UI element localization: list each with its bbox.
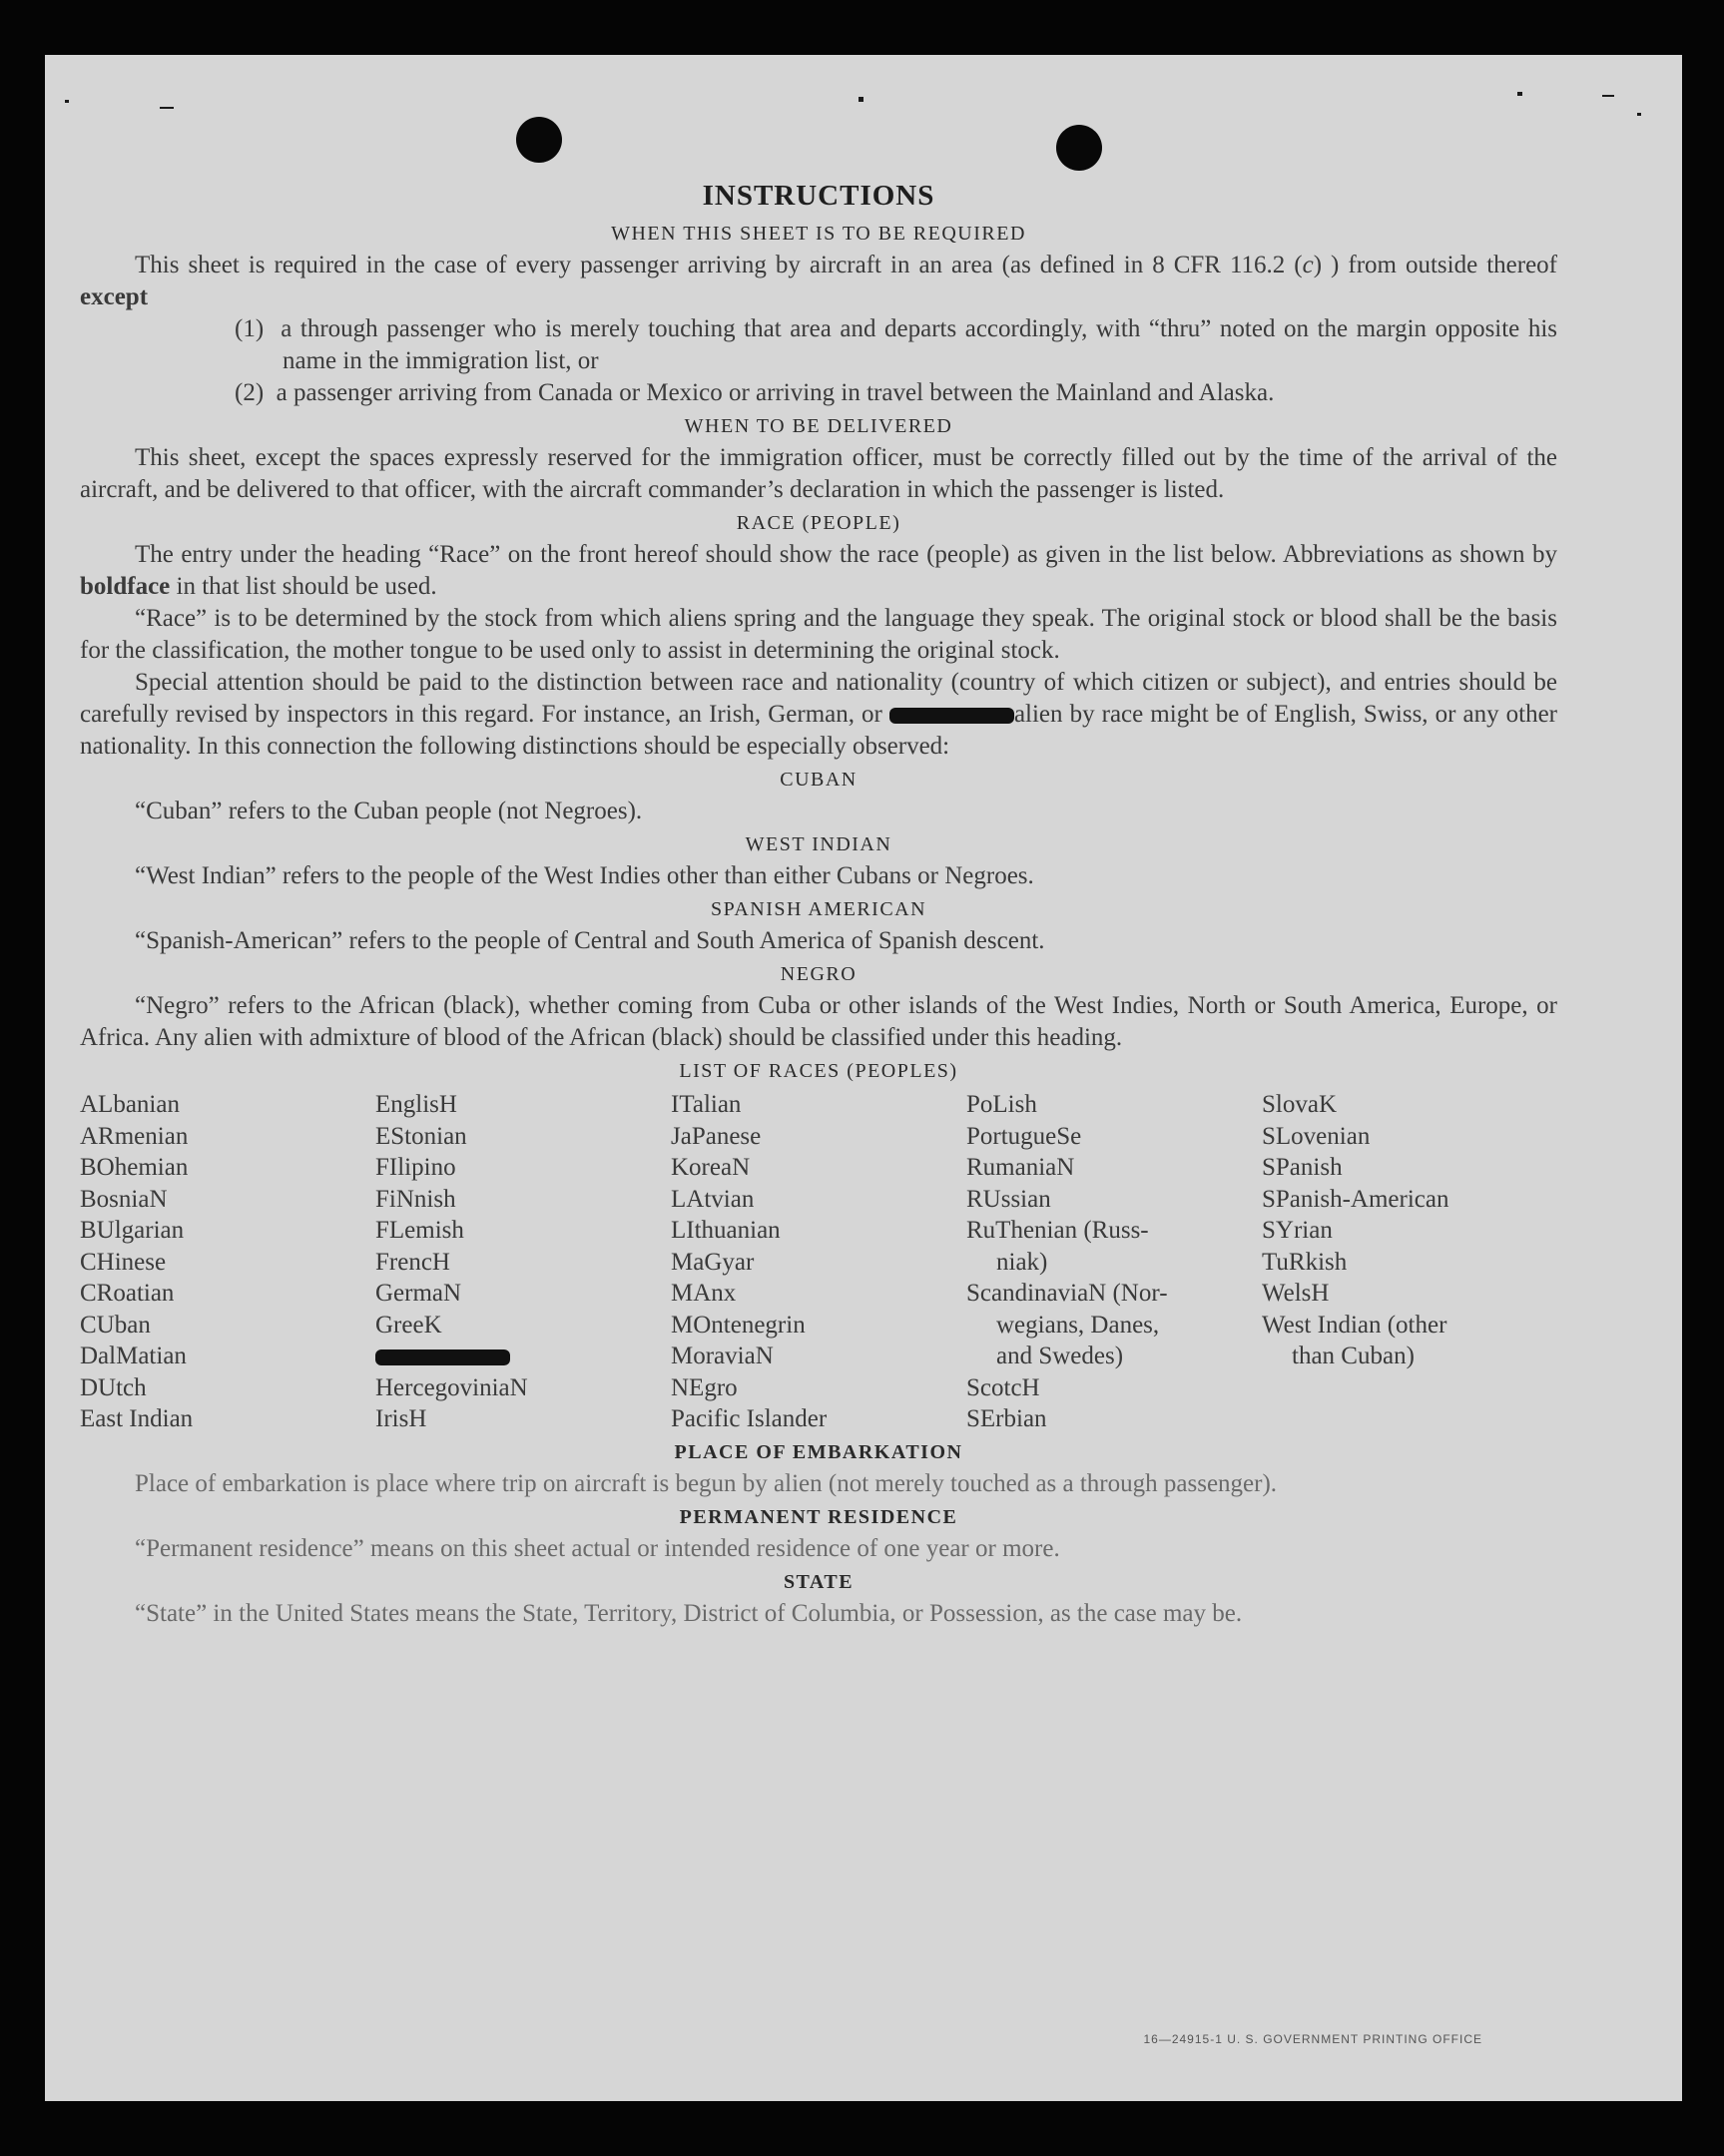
race-entry: FrencH: [375, 1248, 450, 1276]
paragraph-delivered: This sheet, except the spaces expressly reserved for the immigration officer, must be correctly filled out by the time of the arrival of the aircraft, and be delivered to that officer, with the aircraft commander’s declaration in which the passenger is listed.: [80, 444, 1557, 503]
heading-cuban: CUBAN: [780, 769, 858, 791]
dust-speck: [1602, 95, 1614, 97]
paragraph-race-2: “Race” is to be determined by the stock from which aliens spring and the language they speak. The original stock or blood shall be the basis for the classification, the mother tongue to be used only to assist in determining the original stock.: [80, 605, 1557, 664]
paragraph-italic: c: [1302, 252, 1314, 278]
races-column-2: [375, 1089, 671, 1435]
race-entry: LIthuanian: [671, 1217, 781, 1244]
race-entry: PortugueSe: [966, 1122, 1082, 1150]
race-entry: SlovaK: [1262, 1091, 1337, 1118]
race-entry: NEgro: [671, 1373, 738, 1401]
item-number: (2): [235, 379, 265, 406]
race-entry: MoraviaN: [671, 1343, 774, 1369]
race-entry-continuation: niak): [996, 1248, 1048, 1276]
heading-negro: NEGRO: [780, 963, 858, 985]
race-entry: FLemish: [375, 1217, 464, 1244]
races-column-1: [80, 1089, 375, 1435]
paragraph-bold: boldface: [80, 573, 171, 600]
heading-permanent-residence: PERMANENT RESIDENCE: [679, 1505, 958, 1528]
races-column-4: [966, 1089, 1262, 1435]
heading-when-required: WHEN THIS SHEET IS TO BE REQUIRED: [611, 223, 1026, 245]
race-entry: GermaN: [375, 1280, 462, 1307]
race-entry: SErbian: [966, 1405, 1047, 1432]
race-entry: ITalian: [671, 1091, 742, 1118]
race-entry: DUtch: [80, 1373, 147, 1401]
race-entry: MAnx: [671, 1280, 737, 1307]
heading-list-of-races: LIST OF RACES (PEOPLES): [679, 1060, 958, 1082]
heading-spanish-american: SPANISH AMERICAN: [710, 898, 927, 920]
race-entry: WelsH: [1262, 1280, 1330, 1307]
dust-speck: [1517, 92, 1522, 96]
page-title: INSTRUCTIONS: [702, 180, 935, 212]
paragraph-cuban: “Cuban” refers to the Cuban people (not Negroes).: [135, 798, 643, 824]
race-entry: ScandinaviaN (Nor-: [966, 1280, 1168, 1307]
race-entry: CHinese: [80, 1248, 167, 1276]
paragraph-spanish-american: “Spanish-American” refers to the people of Central and South America of Spanish descent.: [135, 927, 1045, 954]
race-entry: West Indian (other: [1262, 1311, 1447, 1339]
punch-hole-left: [516, 117, 562, 163]
race-entry: FiNnish: [375, 1185, 456, 1213]
paragraph-embarkation: Place of embarkation is place where trip on aircraft is begun by alien (not merely touched as a through passenger).: [135, 1469, 1278, 1497]
redaction-mark: [889, 708, 1014, 724]
race-entry: BUlgarian: [80, 1217, 185, 1244]
dust-speck: [1637, 113, 1641, 116]
item-number: (1): [235, 315, 265, 342]
race-entry: BOhemian: [80, 1154, 189, 1181]
paragraph-bold: except: [80, 283, 149, 310]
item-text: a through passenger who is merely touching that area and departs accordingly, with “thru” noted on the margin opposite his name in the immigration list, or: [281, 315, 1558, 374]
dust-speck: [160, 107, 174, 109]
document-sheet: [45, 55, 1682, 2101]
race-entry: MOntenegrin: [671, 1311, 806, 1339]
item-text: a passenger arriving from Canada or Mexico or arriving in travel between the Mainland and Alaska.: [276, 379, 1275, 406]
races-column-5: [1262, 1089, 1557, 1435]
paragraph-text: alien by race might be of English, Swiss, or any other nationality. In this connection the following distinctions should be especially observed:: [80, 701, 1557, 760]
paragraph-text: The entry under the heading “Race” on the front hereof should show the race (people) as given in the list below. Abbreviations as shown by: [135, 541, 1557, 568]
race-entry: KoreaN: [671, 1154, 751, 1181]
paragraph-negro: “Negro” refers to the African (black), whether coming from Cuba or other islands of the West Indies, North or South America, Europe, or Africa. Any alien with admixture of blood of the African (black) should be classified under this heading.: [80, 992, 1557, 1051]
punch-hole-right: [1056, 125, 1102, 171]
race-entry: RUssian: [966, 1185, 1051, 1213]
heading-west-indian: WEST INDIAN: [745, 833, 892, 855]
race-entry: GreeK: [375, 1311, 442, 1339]
race-entry: CRoatian: [80, 1280, 175, 1307]
paragraph-race-1: [80, 539, 1557, 603]
dust-speck: [859, 97, 863, 102]
heading-when-delivered: WHEN TO BE DELIVERED: [684, 415, 953, 437]
paragraph-state: “State” in the United States means the State, Territory, District of Columbia, or Possession, as the case may be.: [135, 1599, 1243, 1627]
race-entry: RumaniaN: [966, 1154, 1075, 1181]
race-entry: HercegoviniaN: [375, 1373, 528, 1401]
race-entry: East Indian: [80, 1405, 194, 1432]
race-entry: TuRkish: [1262, 1248, 1348, 1276]
paragraph-text: in that list should be used.: [170, 573, 437, 600]
instructions-content: [80, 180, 1557, 1630]
race-entry: EnglisH: [375, 1091, 457, 1118]
heading-state: STATE: [783, 1570, 855, 1593]
exception-item-1: [80, 313, 1557, 377]
race-entry: FIlipino: [375, 1154, 456, 1181]
printing-office-code: 16—24915-1 U. S. GOVERNMENT PRINTING OFFICE: [1143, 2032, 1482, 2046]
race-entry: CUban: [80, 1311, 151, 1339]
race-entry-continuation: than Cuban): [1292, 1343, 1415, 1369]
dust-speck: [65, 100, 69, 103]
race-entry: RuThenian (Russ-: [966, 1217, 1149, 1244]
race-entry: JaPanese: [671, 1122, 762, 1150]
race-entry: LAtvian: [671, 1185, 755, 1213]
paragraph-race-3: [80, 667, 1557, 763]
exception-item-2: [80, 377, 1557, 409]
paragraph-text: Special attention should be paid to the distinction between race and nationality (country of which citizen or subject), and entries should be carefully revised by inspectors in this regard. For instance, an Irish, German, or: [80, 669, 1557, 728]
race-entry: ARmenian: [80, 1122, 189, 1150]
paragraph-text: ) ) from outside thereof: [1313, 252, 1557, 278]
race-entry: EStonian: [375, 1122, 467, 1150]
race-entry: ScotcH: [966, 1373, 1040, 1401]
race-entry: SLovenian: [1262, 1122, 1371, 1150]
race-entry-redacted: [375, 1341, 671, 1372]
heading-place-of-embarkation: PLACE OF EMBARKATION: [674, 1440, 963, 1463]
race-entry: SPanish: [1262, 1154, 1343, 1181]
race-entry: Pacific Islander: [671, 1405, 828, 1432]
race-entry: PoLish: [966, 1091, 1037, 1118]
race-entry: SYrian: [1262, 1217, 1333, 1244]
race-entry: BosniaN: [80, 1185, 168, 1213]
race-entry: IrisH: [375, 1405, 427, 1432]
race-entry-continuation: wegians, Danes,: [996, 1311, 1160, 1339]
race-entry: DalMatian: [80, 1343, 187, 1369]
paragraph-residence: “Permanent residence” means on this sheet actual or intended residence of one year or more.: [135, 1534, 1060, 1562]
races-list: [80, 1089, 1557, 1435]
paragraph-text: This sheet is required in the case of every passenger arriving by aircraft in an area (as defined in 8 CFR 116.2 (: [135, 252, 1303, 278]
race-entry-continuation: and Swedes): [996, 1343, 1124, 1369]
paragraph-required: [80, 250, 1557, 313]
race-entry: SPanish-American: [1262, 1185, 1449, 1213]
redaction-mark: [375, 1349, 510, 1365]
heading-race: RACE (PEOPLE): [736, 512, 901, 534]
paragraph-west-indian: “West Indian” refers to the people of the West Indies other than either Cubans or Negroes.: [135, 862, 1034, 889]
race-entry: ALbanian: [80, 1091, 180, 1118]
races-column-3: [671, 1089, 966, 1435]
race-entry: MaGyar: [671, 1248, 755, 1276]
